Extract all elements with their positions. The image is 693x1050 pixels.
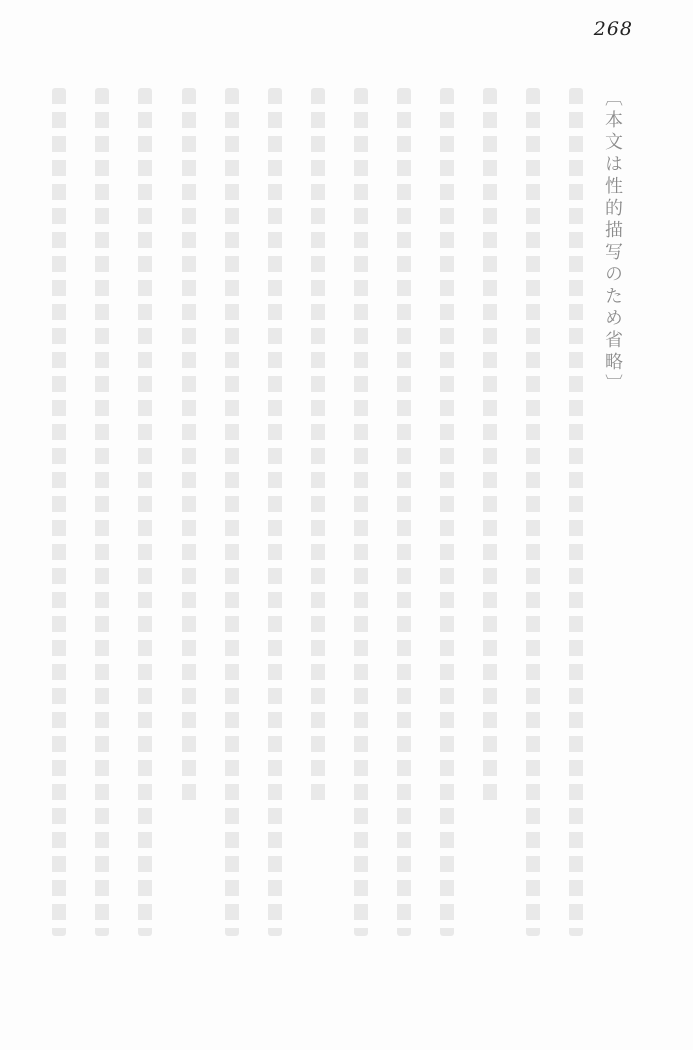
redacted-text-line [440, 88, 454, 936]
redacted-text-line [569, 88, 583, 936]
redacted-text-line [354, 88, 368, 936]
redacted-text-line [526, 88, 540, 936]
redacted-text-line [182, 88, 196, 807]
redacted-text-line [52, 88, 66, 936]
redacted-text-line [311, 88, 325, 807]
redacted-text-line [268, 88, 282, 936]
redacted-text-line [397, 88, 411, 936]
redacted-text-line [95, 88, 109, 936]
body-text-block [48, 88, 633, 1010]
redacted-text-line [225, 88, 239, 936]
redacted-text-line [483, 88, 497, 807]
redaction-notice: 〔本文は性的描写のため省略〕 [602, 88, 623, 396]
redacted-text-line [138, 88, 152, 936]
page-number: 268 [593, 18, 633, 40]
